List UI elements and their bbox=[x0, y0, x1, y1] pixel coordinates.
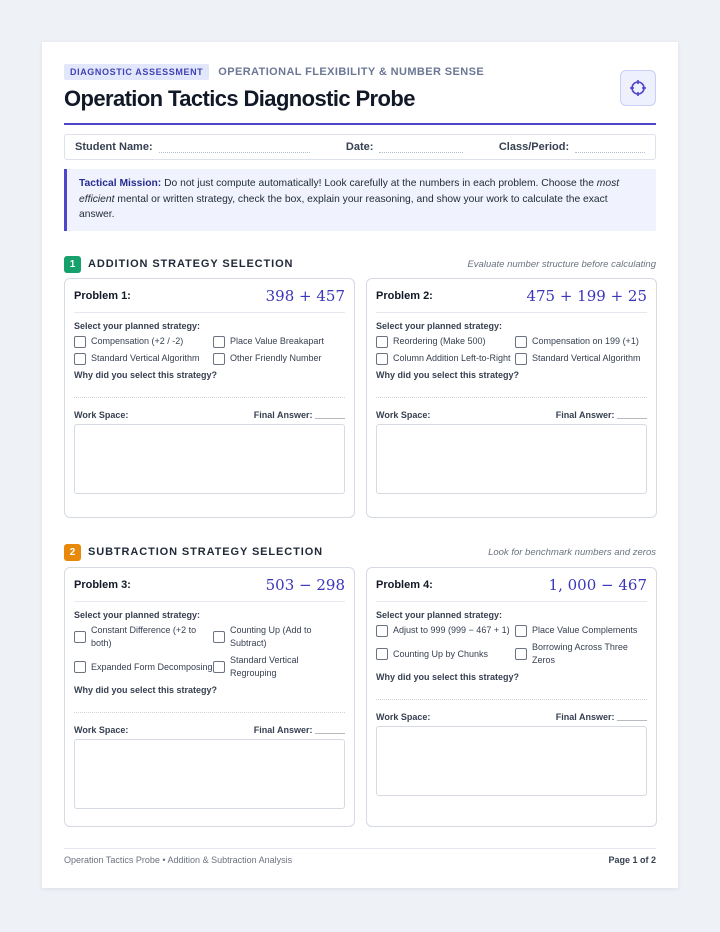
problem-card-1 bbox=[64, 278, 355, 518]
checkbox[interactable] bbox=[213, 353, 225, 365]
mission-text-a: Do not just compute automatically! Look carefully at the numbers in each problem. Choose the bbox=[161, 178, 597, 189]
strategy-option[interactable] bbox=[74, 624, 213, 650]
why-prompt: Why did you select this strategy? bbox=[376, 672, 520, 682]
problem-card-3 bbox=[64, 567, 355, 827]
work-row bbox=[74, 725, 345, 735]
student-name-label: Student Name: bbox=[75, 141, 153, 153]
option-label: Counting Up by Chunks bbox=[393, 648, 489, 659]
strategy-options bbox=[74, 335, 345, 365]
strategy-option[interactable] bbox=[74, 352, 213, 365]
strategy-option[interactable] bbox=[376, 624, 515, 637]
why-prompt: Why did you select this strategy? bbox=[376, 370, 520, 380]
checkbox[interactable] bbox=[74, 353, 86, 365]
checkbox[interactable] bbox=[515, 625, 527, 637]
strategy-option[interactable] bbox=[213, 352, 345, 365]
problem-expression: 1, 000 − 467 bbox=[548, 575, 647, 594]
checkbox[interactable] bbox=[74, 661, 86, 673]
work-row bbox=[376, 410, 647, 420]
strategy-option[interactable] bbox=[74, 654, 213, 680]
crosshair-button[interactable] bbox=[620, 70, 656, 106]
section-number-badge: 2 bbox=[64, 544, 81, 561]
work-space-label: Work Space: bbox=[376, 410, 431, 420]
option-label: Compensation on 199 (+1) bbox=[532, 336, 639, 346]
problem-card-4 bbox=[366, 567, 657, 827]
option-label: Constant Difference (+2 to both) bbox=[91, 625, 197, 648]
work-row bbox=[376, 712, 647, 722]
header-subtitle: OPERATIONAL FLEXIBILITY & NUMBER SENSE bbox=[218, 66, 485, 78]
reasoning-line[interactable] bbox=[74, 380, 345, 398]
footer-title: Operation Tactics Probe • Addition & Subtraction Analysis bbox=[64, 855, 293, 865]
strategy-options bbox=[376, 335, 647, 365]
option-label: Standard Vertical Algorithm bbox=[91, 353, 200, 363]
final-answer-label: Final Answer: ______ bbox=[555, 410, 647, 420]
strategy-prompt: Select your planned strategy: bbox=[74, 321, 201, 331]
section-subtraction-header bbox=[64, 543, 656, 561]
checkbox[interactable] bbox=[515, 648, 527, 660]
problem-expression: 503 − 298 bbox=[265, 575, 345, 594]
assessment-tag: DIAGNOSTIC ASSESSMENT bbox=[64, 64, 209, 80]
strategy-option[interactable] bbox=[213, 335, 345, 348]
final-answer-label: Final Answer: ______ bbox=[253, 725, 345, 735]
strategy-option[interactable] bbox=[74, 335, 213, 348]
strategy-options bbox=[376, 624, 647, 667]
work-space-box[interactable] bbox=[376, 726, 647, 796]
checkbox[interactable] bbox=[213, 631, 225, 643]
option-label: Standard Vertical Regrouping bbox=[230, 655, 299, 678]
checkbox[interactable] bbox=[376, 336, 388, 348]
strategy-option[interactable] bbox=[213, 654, 345, 680]
section-hint: Evaluate number structure before calculating bbox=[467, 258, 656, 270]
reasoning-line[interactable] bbox=[376, 380, 647, 398]
work-space-label: Work Space: bbox=[74, 725, 129, 735]
strategy-option[interactable] bbox=[376, 641, 515, 667]
final-answer-label: Final Answer: ______ bbox=[253, 410, 345, 420]
reasoning-line[interactable] bbox=[376, 682, 647, 700]
option-label: Standard Vertical Algorithm bbox=[532, 353, 641, 363]
date-field[interactable] bbox=[379, 141, 462, 153]
section-title: ADDITION STRATEGY SELECTION bbox=[88, 258, 294, 270]
checkbox[interactable] bbox=[74, 336, 86, 348]
work-space-label: Work Space: bbox=[376, 712, 431, 722]
checkbox[interactable] bbox=[74, 631, 86, 643]
strategy-option[interactable] bbox=[515, 641, 647, 667]
strategy-prompt: Select your planned strategy: bbox=[376, 610, 503, 620]
problem-label: Problem 1: bbox=[74, 289, 131, 302]
mission-text-b: mental or written strategy, check the box, explain your reasoning, and show your work to calculate the exact answer. bbox=[79, 193, 608, 220]
section-addition-header bbox=[64, 255, 656, 273]
checkbox[interactable] bbox=[213, 336, 225, 348]
student-info-row bbox=[64, 134, 656, 160]
class-period-field[interactable] bbox=[575, 141, 645, 153]
option-label: Other Friendly Number bbox=[230, 353, 322, 363]
strategy-prompt: Select your planned strategy: bbox=[74, 610, 201, 620]
page-number: Page 1 of 2 bbox=[608, 855, 656, 865]
section-hint: Look for benchmark numbers and zeros bbox=[488, 546, 656, 558]
date-label: Date: bbox=[345, 141, 374, 153]
work-space-box[interactable] bbox=[376, 424, 647, 494]
header-rule bbox=[64, 123, 656, 125]
section-title: SUBTRACTION STRATEGY SELECTION bbox=[88, 546, 323, 558]
strategy-option[interactable] bbox=[515, 335, 647, 348]
option-label: Reordering (Make 500) bbox=[393, 336, 486, 346]
checkbox[interactable] bbox=[515, 353, 527, 365]
strategy-option[interactable] bbox=[376, 335, 515, 348]
option-label: Place Value Breakapart bbox=[230, 336, 324, 346]
checkbox[interactable] bbox=[376, 648, 388, 660]
strategy-option[interactable] bbox=[515, 624, 647, 637]
crosshair-icon bbox=[629, 79, 647, 97]
why-prompt: Why did you select this strategy? bbox=[74, 370, 218, 380]
work-row bbox=[74, 410, 345, 420]
option-label: Column Addition Left-to-Right bbox=[393, 353, 511, 363]
work-space-box[interactable] bbox=[74, 739, 345, 809]
option-label: Expanded Form Decomposing bbox=[91, 661, 213, 672]
tag-row bbox=[64, 64, 656, 80]
problem-label: Problem 4: bbox=[376, 578, 433, 591]
strategy-options bbox=[74, 624, 345, 680]
option-label: Compensation (+2 / -2) bbox=[91, 336, 184, 346]
mission-lead: Tactical Mission: bbox=[79, 178, 162, 189]
checkbox[interactable] bbox=[213, 661, 225, 673]
strategy-option[interactable] bbox=[213, 624, 345, 650]
strategy-option[interactable] bbox=[376, 352, 515, 365]
section-number-badge: 1 bbox=[64, 256, 81, 273]
option-label: Place Value Complements bbox=[532, 625, 638, 635]
worksheet-page bbox=[42, 42, 678, 888]
problem-card-2 bbox=[366, 278, 657, 518]
option-label: Borrowing Across Three Zeros bbox=[532, 642, 628, 665]
work-space-box[interactable] bbox=[74, 424, 345, 494]
problem-expression: 398 + 457 bbox=[265, 286, 345, 305]
checkbox[interactable] bbox=[376, 625, 388, 637]
checkbox[interactable] bbox=[376, 353, 388, 365]
checkbox[interactable] bbox=[515, 336, 527, 348]
reasoning-line[interactable] bbox=[74, 695, 345, 713]
strategy-prompt: Select your planned strategy: bbox=[376, 321, 503, 331]
work-space-label: Work Space: bbox=[74, 410, 129, 420]
why-prompt: Why did you select this strategy? bbox=[74, 685, 218, 695]
strategy-option[interactable] bbox=[515, 352, 647, 365]
problem-label: Problem 2: bbox=[376, 289, 433, 302]
final-answer-label: Final Answer: ______ bbox=[555, 712, 647, 722]
page-footer bbox=[64, 848, 656, 865]
option-label: Counting Up (Add to Subtract) bbox=[230, 625, 312, 648]
student-name-field[interactable] bbox=[159, 141, 310, 153]
problem-label: Problem 3: bbox=[74, 578, 131, 591]
tactical-mission-callout bbox=[64, 169, 656, 231]
problem-expression: 475 + 199 + 25 bbox=[526, 286, 647, 305]
class-period-label: Class/Period: bbox=[498, 141, 570, 153]
mission-emphasis: most efficient bbox=[79, 178, 620, 205]
option-label: Adjust to 999 (999 − 467 + 1) bbox=[393, 625, 510, 635]
page-title: Operation Tactics Diagnostic Probe bbox=[64, 86, 415, 111]
